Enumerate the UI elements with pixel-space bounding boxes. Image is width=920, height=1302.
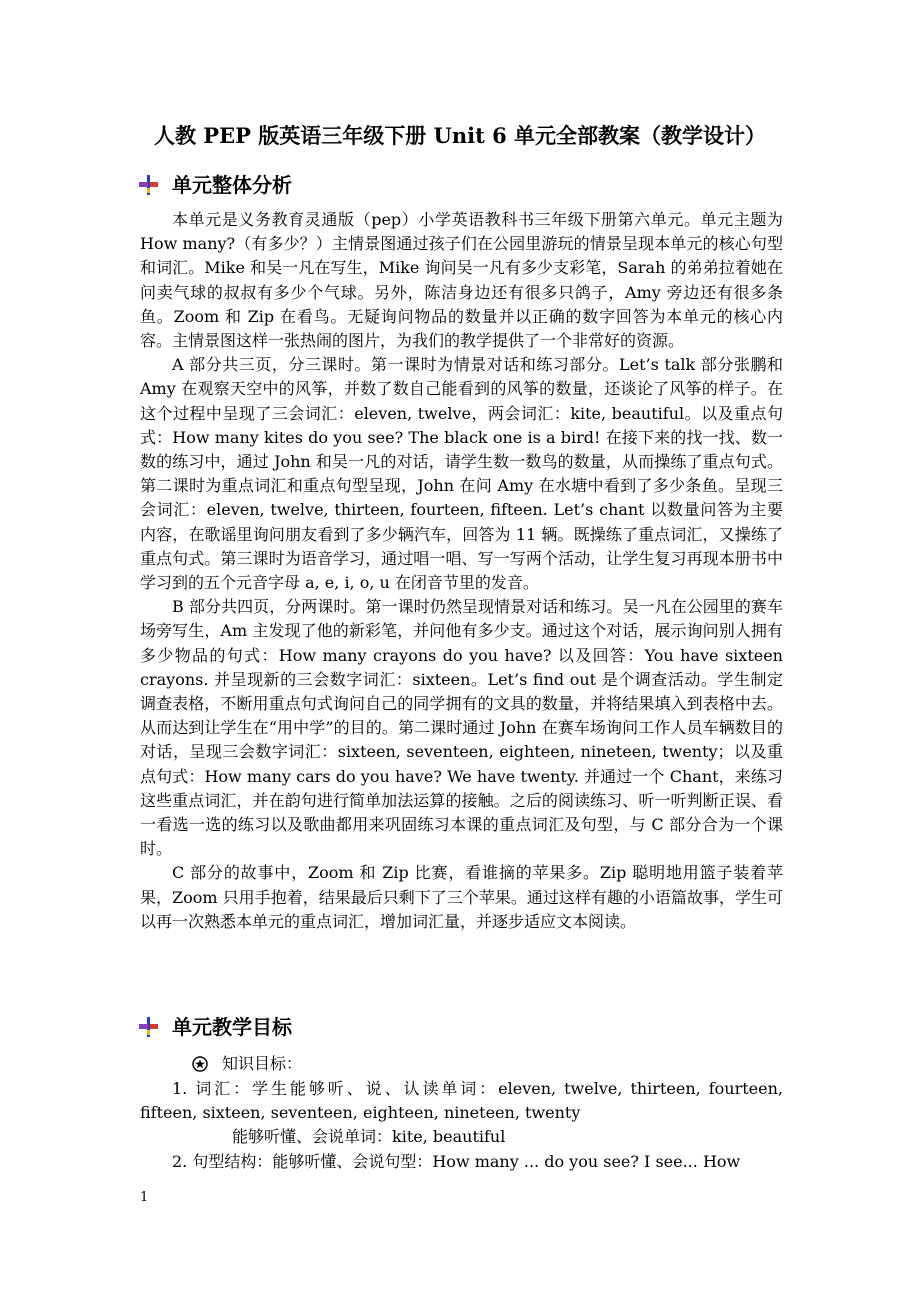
knowledge-goals-heading [192, 1052, 302, 1076]
section-heading-analysis [138, 168, 292, 202]
analysis-paragraph: 本单元是义务教育灵通版（pep）小学英语教科书三年级下册第六单元。单元主题为 How many?（有多少？）主情景图通过孩子们在公园里游玩的情景呈现本单元的核心句型和词汇。Mike 和吴一凡在写生，Mike 询问吴一凡有多少支彩笔，Sarah 的弟弟拉着她在问卖气球的叔叔有多少个气球。另外，陈洁身边还有很多只鸽子，Amy 旁边还有很多条鱼。Zoom 和 Zip 在看鸟。无疑询问物品的数量并以正确的数字回答为本单元的核心内容。主情景图这样一张热闹的图片，为我们的教学提供了一个非常好的资源。 [140, 210, 783, 351]
knowledge-goals-label: 知识目标： [222, 1054, 303, 1073]
analysis-body [140, 208, 783, 934]
section-heading-text: 单元整体分析 [172, 173, 292, 197]
document-title: 人教 PEP 版英语三年级下册 Unit 6 单元全部教案（教学设计） [153, 123, 766, 148]
analysis-paragraph: A 部分共三页，分三课时。第一课时为情景对话和练习部分。Let’s talk 部分张鹏和 Amy 在观察天空中的风筝，并数了数自己能看到的风筝的数量，还谈论了风筝的样子。在这个过程中呈现了三会词汇：eleven, twelve，两会词汇：kite, beautiful。以及重点句式：How many kites do you see? The black one is a bird! 在接下来的找一找、数一数的练习中，通过 John 和吴一凡的对话，请学生数一数鸟的数量，从而操练了重点句式。第二课时为重点词汇和重点句型呈现，John 在问 Amy 在水塘中看到了多少条鱼。呈现三会词汇：eleven, twelve, thirteen, fourteen, fifteen. Let’s chant 以数量问答为主要内容，在歌谣里询问朋友看到了多少辆汽车，回答为 11 辆。既操练了重点词汇，又操练了重点句式。第三课时为语音学习，通过唱一唱、写一写两个活动，让学生复习再现本册书中学习到的五个元音字母 a, e, i, o, u 在闭音节里的发音。 [140, 355, 783, 593]
analysis-paragraph: B 部分共四页，分两课时。第一课时仍然呈现情景对话和练习。吴一凡在公园里的赛车场旁写生，Am 主发现了他的新彩笔，并问他有多少支。通过这个对话，展示询问别人拥有多少物品的句式：How many crayons do you have? 以及回答：You have sixteen crayons. 并呈现新的三会数字词汇：sixteen。Let’s find out 是个调查活动。学生制定调查表格，不断用重点句式询问自己的同学拥有的文具的数量，并将结果填入到表格中去。从而达到让学生在“用中学”的目的。第二课时通过 John 在赛车场询问工作人员车辆数目的对话，呈现三会数字词汇：sixteen, seventeen, eighteen, nineteen, twenty；以及重点句式：How many cars do you have? We have twenty. 并通过一个 Chant，来练习这些重点词汇，并在韵句进行简单加法运算的接触。之后的阅读练习、听一听判断正误、看一看选一选的练习以及歌曲都用来巩固练习本课的重点词汇及句型，与 C 部分合为一个课时。 [140, 597, 783, 859]
flag-bullet-icon [138, 1016, 160, 1038]
page-number: 1 [140, 1190, 149, 1205]
goal-item-vocabulary-extra: 能够听懂、会说单词：kite, beautiful [232, 1127, 506, 1147]
star-circle-icon [192, 1056, 208, 1072]
goals-body [140, 1077, 783, 1174]
goal-item-vocabulary: 1. 词汇：学生能够听、说、认读单词：eleven, twelve, thirteen, fourteen, fifteen, sixteen, seventeen, eighteen, nineteen, twenty [140, 1079, 783, 1123]
section-heading-goals [138, 1010, 292, 1044]
goal-item-sentence: 2. 句型结构：能够听懂、会说句型：How many ... do you see? I see... How [172, 1151, 741, 1171]
flag-bullet-icon [138, 174, 160, 196]
section-heading-text: 单元教学目标 [172, 1015, 292, 1039]
analysis-paragraph: C 部分的故事中，Zoom 和 Zip 比赛，看谁摘的苹果多。Zip 聪明地用篮子装着苹果，Zoom 只用手抱着，结果最后只剩下了三个苹果。通过这样有趣的小语篇故事，学生可以再一次熟悉本单元的重点词汇，增加词汇量，并逐步适应文本阅读。 [140, 863, 783, 931]
